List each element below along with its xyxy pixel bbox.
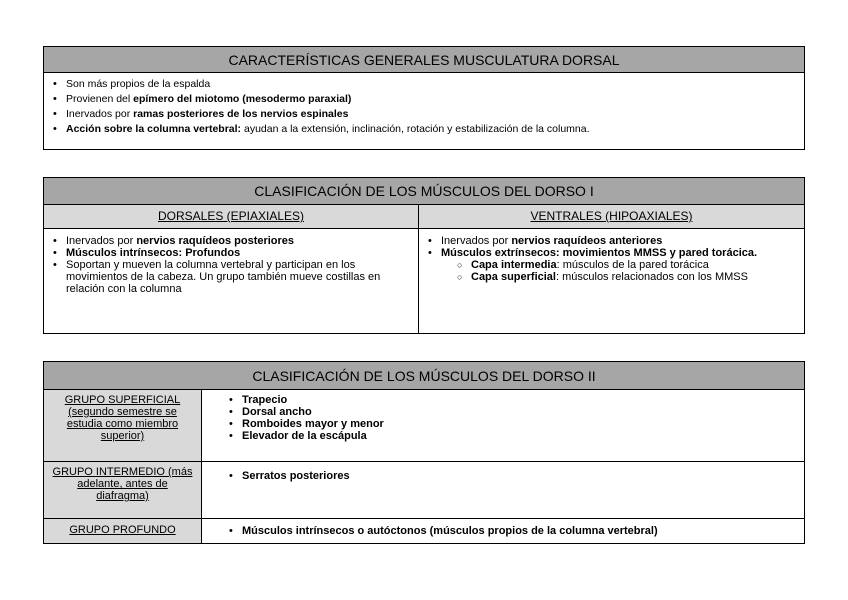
list-item: ○ Capa superficial: músculos relacionados con los MMSS [419,271,804,283]
list-item: • Acción sobre la columna vertebral: ayudan a la extensión, inclinación, rotación y estabilización de la columna. [44,122,804,137]
list-item: • Son más propios de la espalda [44,77,804,92]
list-item: • Romboides mayor y menor [202,418,804,430]
table-general-characteristics [43,46,805,150]
table-title: CARACTERÍSTICAS GENERALES MUSCULATURA DORSAL [44,47,804,73]
table-classification-i [43,177,805,334]
bullet-list [419,235,804,283]
bullet-list [44,235,418,295]
list-item: • Elevador de la escápula [202,430,804,442]
dorsales-cell [44,229,419,333]
list-item: • Trapecio [202,394,804,406]
table-row [44,462,804,519]
ventrales-cell [419,229,804,333]
group-items [202,519,804,543]
list-item: • Músculos extrínsecos: movimientos MMSS y pared torácica. [419,247,804,259]
table-row [44,390,804,462]
column-header-dorsales: DORSALES (EPIAXIALES) [44,205,419,228]
table-title: CLASIFICACIÓN DE LOS MÚSCULOS DEL DORSO I [44,178,804,205]
group-items [202,462,804,518]
group-label-superficial: GRUPO SUPERFICIAL (segundo semestre se estudia como miembro superior) [44,390,202,461]
table-title: CLASIFICACIÓN DE LOS MÚSCULOS DEL DORSO II [44,362,804,390]
list-item: • Provienen del epímero del miotomo (mesodermo paraxial) [44,92,804,107]
list-item: • Inervados por ramas posteriores de los nervios espinales [44,107,804,122]
list-item: • Músculos intrínsecos: Profundos [44,247,418,259]
column-header-ventrales: VENTRALES (HIPOAXIALES) [419,205,804,228]
list-item: • Inervados por nervios raquídeos posteriores [44,235,418,247]
table-classification-ii [43,361,805,544]
list-item: ○ Capa intermedia: músculos de la pared torácica [419,259,804,271]
list-item: • Soportan y mueven la columna vertebral y participan en los movimientos de la cabeza. Un grupo también mueve costillas en relación con la columna [44,259,418,295]
list-item: • Músculos intrínsecos o autóctonos (músculos propios de la columna vertebral) [202,525,804,537]
bullet-list [44,73,804,137]
group-label-profundo: GRUPO PROFUNDO [44,519,202,543]
group-items [202,390,804,461]
list-item: • Dorsal ancho [202,406,804,418]
list-item: • Inervados por nervios raquídeos anteriores [419,235,804,247]
list-item: • Serratos posteriores [202,470,804,482]
group-label-intermedio: GRUPO INTERMEDIO (más adelante, antes de diafragma) [44,462,202,518]
table-row [44,519,804,543]
